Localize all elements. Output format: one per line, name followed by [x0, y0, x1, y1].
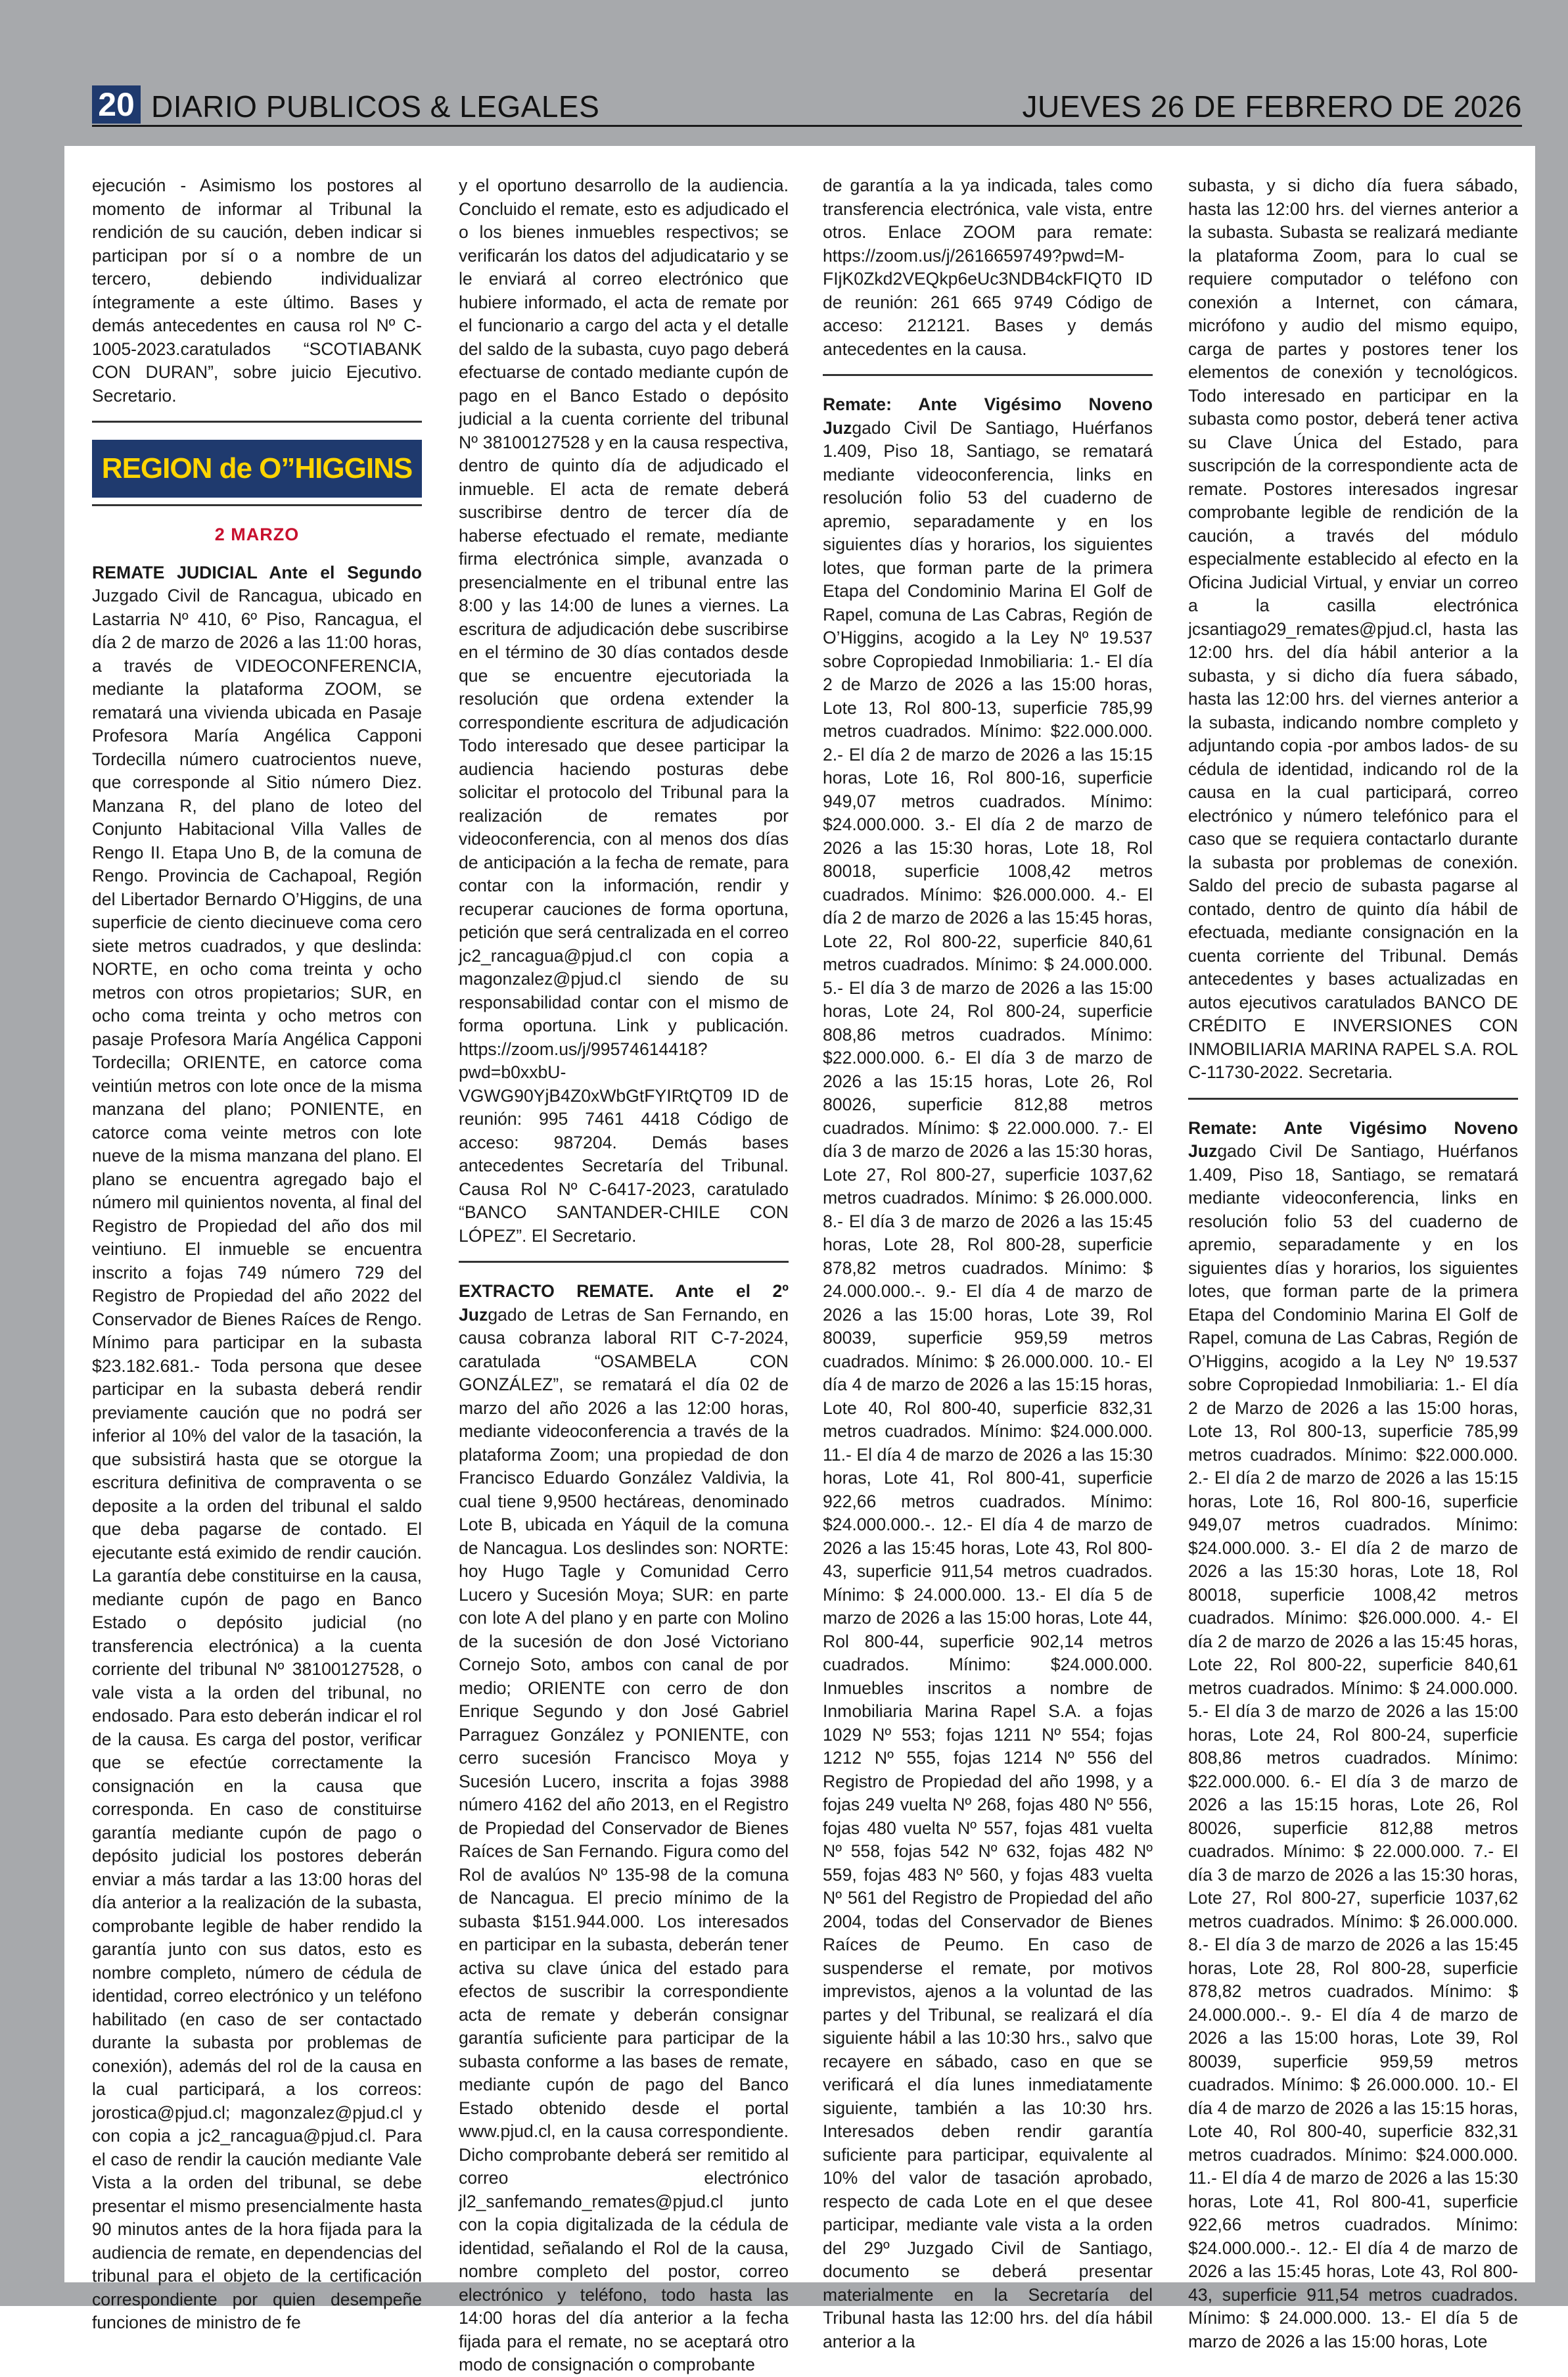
- notice-body: gado de Letras de San Fernando, en causa cobranza laboral RIT C-7-2024, caratulada “OSAMBELA CON GONZÁLEZ”, se rematará el día 02 de marzo del año 2026 a las 12:00 horas, mediante videoconferencia a través de la plataforma Zoom; una propiedad de don Francisco Eduardo González Valdivia, la cual tiene 9,9500 hectáreas, denominado Lote B, ubicada en Yáquil de la comuna de Nancagua. Los deslindes son: NORTE: hoy Hugo Tagle y Comunidad Cerro Lucero y Sucesión Moya; SUR: en parte con lote A del plano y en parte con Molino de la sucesión de don José Victoriano Cornejo Soto, ambos con canal de por medio; ORIENTE con cerro de don Enrique Segundo y don José Gabriel Parraguez González y PONIENTE, con cerro sucesión Francisco Moya y Sucesión Lucero, inscrita a fojas 3988 número 4162 del año 2013, en el Registro de Propiedad del Conservador de Bienes Raíces de San Fernando. Figura como del Rol de avalúos Nº 135-98 de la comuna de Nancagua. El precio mínimo de la subasta $151.944.000. Los interesados en participar en la subasta, deberán tener activa su clave única del estado para efectos de suscribir la correspondiente acta de remate y deberán consignar garantía suficiente para participar de la subasta conforme a las bases de remate, mediante cupón de pago del Banco Estado obtenido desde el portal www.pjud.cl, en la causa correspondiente. Dicho comprobante deberá ser remitido al correo electrónico jl2_sanfemando_remates@pjud.cl junto con la copia digitalizada de la cédula de identidad, señalando el Rol de la causa, nombre completo del postor, correo electrónico y teléfono, todo hasta las 14:00 horas del día anterior a la fecha fijada para el remate, no se aceptará otro modo de consignación o comprobante: [459, 1304, 789, 2374]
- page-margin-right: [1535, 0, 1568, 2306]
- notice-divider: [459, 1261, 789, 1263]
- notice-lead: EXTRACTO REMATE. Ante el 2º Juz: [459, 1281, 789, 1325]
- page-header: [92, 85, 1522, 127]
- publication-title: DIARIO PUBLICOS & LEGALES: [151, 89, 600, 124]
- region-rule: [92, 504, 422, 506]
- notice-remate-29-juzgado: [1188, 1117, 1518, 2354]
- notice-continuation: y el oportuno desarrollo de la audiencia. Concluido el remate, esto es adjudicado el o los bienes inmuebles respectivos; se verificarán los datos del adjudicatario y se le enviará al correo electrónico que hubiere informado, el acta de remate por el funcionario a cargo del acta y el detalle del saldo de la subasta, cuyo pago deberá efectuarse de contado mediante cupón de pago en el Banco Estado o depósito judicial a la cuenta corriente del tribunal Nº 38100127528 y en la causa respectiva, dentro de quinto día de adjudicado el inmueble. El acta de remate deberá suscribirse dentro de tercer día de haberse efectuado el remate, mediante firma electrónica simple, avanzada o presencialmente en el tribunal entre las 8:00 y las 14:00 de lunes a viernes. La escritura de adjudicación debe suscribirse en el término de 30 días contados desde que se encuentre ejecutoriada la resolución que ordena extender la correspondiente escritura de adjudicación Todo interesado que desee participar la audiencia haciendo posturas debe solicitar el protocolo del Tribunal para la realización de remates por videoconferencia, con al menos dos días de anticipación a la fecha de remate, para contar con la información, rendir y recuperar cauciones de forma oportuna, petición que será centralizada en el correo jc2_rancagua@pjud.cl con copia a magonzalez@pjud.cl siendo de su responsabilidad contar con el mismo de forma oportuna. Link y publicación. https://zoom.us/j/99574614418?pwd=b0xxbU-VGWG90YjB4Z0xWbGtFYIRtQT09 ID de reunión: 995 7461 4418 Código de acceso: 987204. Demás bases antecedentes Secretaría del Tribunal. Causa Rol Nº C-6417-2023, caratulado “BANCO SANTANDER-CHILE CON LÓPEZ”. El Secretario.: [459, 176, 789, 1246]
- page-margin-left: [0, 0, 64, 2306]
- notice-remate-29-juzgado: [823, 393, 1153, 2353]
- notice-body: Juzgado Civil de Rancagua, ubicado en Lastarria Nº 410, 6º Piso, Rancagua, el día 2 de marzo de 2026 a las 11:00 horas, a través de VIDEOCONFERENCIA, mediante la plataforma ZOOM, se rematará una vivienda ubicada en Pasaje Profesora María Angélica Capponi Tordecilla número cuatrocientos nueve, que corresponde al Sitio número Diez. Manzana R, del plano de loteo del Conjunto Habitacional Villa Valles de Rengo II. Etapa Uno B, de la comuna de Rengo. Provincia de Cachapoal, Región del Libertador Bernardo O’Higgins, de una superficie de ciento diecinueve coma cero siete metros cuadrados, y que deslinda: NORTE, en ocho coma treinta y ocho metros con otros propietarios; SUR, en ocho coma treinta y ocho metros con pasaje Profesora María Angélica Capponi Tordecilla; ORIENTE, en catorce coma veintiún metros con lote once de la misma manzana del plano; PONIENTE, en catorce coma veinte metros con lote nueve de la misma manzana del plano. El plano se encuentra agregado bajo el número mil quinientos noventa, al final del Registro de Propiedad del año dos mil veintiuno. El inmueble se encuentra inscrito a fojas 749 número 729 del Registro de Propiedad del año 2022 del Conservador de Bienes Raíces de Rengo. Mínimo para participar en la subasta $23.182.681.- Toda persona que desee participar en la subasta deberá rendir previamente caución que no podrá ser inferior al 10% del valor de la tasación, la que subsistirá hasta que se otorgue la escritura definitiva de compraventa o se deposite a la orden del tribunal el saldo que deba pagarse de contado. El ejecutante está eximido de rendir caución. La garantía debe constituirse en la causa, mediante cupón de pago en Banco Estado o depósito judicial (no transferencia electrónica) a la cuenta corriente del tribunal Nº 38100127528, o vale vista a la orden del tribunal, no endosado. Para esto deberán indicar el rol de la causa. Es carga del postor, verificar que se efectúe correctamente la consignación en la causa que corresponda. En caso de constituirse garantía mediante cupón de pago o depósito judicial los postores deberán enviar a más tardar a las 13:00 horas del día anterior a la realización de la subasta, comprobante legible de haber rendido la garantía junto con sus datos, esto es nombre completo, número de cédula de identidad, correo electrónico y un teléfono habilitado (en caso de ser contactado durante la subasta por problemas de conexión), además del rol de la causa en la cual participará, a los correos: jorostica@pjud.cl; magonzalez@pjud.cl y con copia a jc2_rancagua@pjud.cl. Para el caso de rendir la caución mediante Vale Vista a la orden del tribunal, se debe presentar el mismo presencialmente hasta 90 minutos antes de la hora fijada para la audiencia de remate, en dependencias del tribunal para el objeto de la certificación correspondiente por quien desempeñe funciones de ministro de fe: [92, 586, 422, 2332]
- publication-date: JUEVES 26 DE FEBRERO DE 2026: [1022, 89, 1522, 124]
- notice-divider: [1188, 1098, 1518, 1100]
- notice-lead: Remate: Ante Vigésimo Noveno Juz: [1188, 1118, 1518, 1161]
- notice-divider: [92, 421, 422, 423]
- notice-body: gado Civil De Santiago, Huérfanos 1.409, Piso 18, Santiago, se rematará mediante videoconferencia, links en resolución folio 53 del cuaderno de apremio, separadamente y en los siguientes días y horarios, los siguientes lotes, que forman parte de la primera Etapa del Condominio Marina El Golf de Rapel, comuna de Las Cabras, Región de O’Higgins, acogido a la Ley Nº 19.537 sobre Copropiedad Inmobiliaria: 1.- El día 2 de Marzo de 2026 a las 15:00 horas, Lote 13, Rol 800-13, superficie 785,99 metros cuadrados. Mínimo: $22.000.000. 2.- El día 2 de marzo de 2026 a las 15:15 horas, Lote 16, Rol 800-16, superficie 949,07 metros cuadrados. Mínimo: $24.000.000. 3.- El día 2 de marzo de 2026 a las 15:30 horas, Lote 18, Rol 80018, superficie 1008,42 metros cuadrados. Mínimo: $26.000.000. 4.- El día 2 de marzo de 2026 a las 15:45 horas, Lote 22, Rol 800-22, superficie 840,61 metros cuadrados. Mínimo: $ 24.000.000. 5.- El día 3 de marzo de 2026 a las 15:00 horas, Lote 24, Rol 800-24, superficie 808,86 metros cuadrados. Mínimo: $22.000.000. 6.- El día 3 de marzo de 2026 a las 15:15 horas, Lote 26, Rol 80026, superficie 812,88 metros cuadrados. Mínimo: $ 22.000.000. 7.- El día 3 de marzo de 2026 a las 15:30 horas, Lote 27, Rol 800-27, superficie 1037,62 metros cuadrados. Mínimo: $ 26.000.000. 8.- El día 3 de marzo de 2026 a las 15:45 horas, Lote 28, Rol 800-28, superficie 878,82 metros cuadrados. Mínimo: $ 24.000.000.-. 9.- El día 4 de marzo de 2026 a las 15:00 horas, Lote 39, Rol 80039, superficie 959,59 metros cuadrados. Mínimo: $ 26.000.000. 10.- El día 4 de marzo de 2026 a las 15:15 horas, Lote 40, Rol 800-40, superficie 832,31 metros cuadrados. Mínimo: $24.000.000. 11.- El día 4 de marzo de 2026 a las 15:30 horas, Lote 41, Rol 800-41, superficie 922,66 metros cuadrados. Mínimo: $24.000.000.-. 12.- El día 4 de marzo de 2026 a las 15:45 horas, Lote 43, Rol 800-43, superficie 911,54 metros cuadrados. Mínimo: $ 24.000.000. 13.- El día 5 de marzo de 2026 a las 15:00 horas, Lote: [1188, 1141, 1518, 2351]
- notice-continuation: de garantía a la ya indicada, tales como transferencia electrónica, vale vista, entre otros. Enlace ZOOM para remate: https://zoom.us/j/2616659749?pwd=M-FIjK0Zkd2VEQkp6eUc3NDB4ckFIQT0 ID de reunión: 261 665 9749 Código de acceso: 212121. Bases y demás antecedentes en la causa.: [823, 176, 1153, 359]
- column-2: [459, 174, 789, 2374]
- column-1: [92, 174, 422, 2332]
- notice-lead: REMATE JUDICIAL Ante el Segundo: [92, 562, 422, 582]
- region-banner: REGION de O”HIGGINS: [92, 440, 422, 498]
- page-number: 20: [92, 85, 141, 124]
- notice-continuation: ejecución - Asimismo los postores al momento de informar al Tribunal la rendición de su caución, deben indicar si participan por sí o a nombre de un tercero, debiendo individualizar íntegramente a este último. Bases y demás antecedentes en causa rol Nº C-1005-2023.caratulados “SCOTIABANK CON DURAN”, sobre juicio Ejecutivo. Secretario.: [92, 176, 422, 406]
- column-3: [823, 174, 1153, 2351]
- notice-remate-judicial: [92, 561, 422, 2335]
- notice-divider: [823, 374, 1153, 376]
- notice-lead: Remate: Ante Vigésimo Noveno Juz: [823, 394, 1153, 438]
- column-4: [1188, 174, 1518, 2351]
- notice-body: gado Civil De Santiago, Huérfanos 1.409, Piso 18, Santiago, se rematará mediante videoconferencia, links en resolución folio 53 del cuaderno de apremio, separadamente y en los siguientes días y horarios, los siguientes lotes, que forman parte de la primera Etapa del Condominio Marina El Golf de Rapel, comuna de Las Cabras, Región de O’Higgins, acogido a la Ley Nº 19.537 sobre Copropiedad Inmobiliaria: 1.- El día 2 de Marzo de 2026 a las 15:00 horas, Lote 13, Rol 800-13, superficie 785,99 metros cuadrados. Mínimo: $22.000.000. 2.- El día 2 de marzo de 2026 a las 15:15 horas, Lote 16, Rol 800-16, superficie 949,07 metros cuadrados. Mínimo: $24.000.000. 3.- El día 2 de marzo de 2026 a las 15:30 horas, Lote 18, Rol 80018, superficie 1008,42 metros cuadrados. Mínimo: $26.000.000. 4.- El día 2 de marzo de 2026 a las 15:45 horas, Lote 22, Rol 800-22, superficie 840,61 metros cuadrados. Mínimo: $ 24.000.000. 5.- El día 3 de marzo de 2026 a las 15:00 horas, Lote 24, Rol 800-24, superficie 808,86 metros cuadrados. Mínimo: $22.000.000. 6.- El día 3 de marzo de 2026 a las 15:15 horas, Lote 26, Rol 80026, superficie 812,88 metros cuadrados. Mínimo: $ 22.000.000. 7.- El día 3 de marzo de 2026 a las 15:30 horas, Lote 27, Rol 800-27, superficie 1037,62 metros cuadrados. Mínimo: $ 26.000.000. 8.- El día 3 de marzo de 2026 a las 15:45 horas, Lote 28, Rol 800-28, superficie 878,82 metros cuadrados. Mínimo: $ 24.000.000.-. 9.- El día 4 de marzo de 2026 a las 15:00 horas, Lote 39, Rol 80039, superficie 959,59 metros cuadrados. Mínimo: $ 26.000.000. 10.- El día 4 de marzo de 2026 a las 15:15 horas, Lote 40, Rol 800-40, superficie 832,31 metros cuadrados. Mínimo: $24.000.000. 11.- El día 4 de marzo de 2026 a las 15:30 horas, Lote 41, Rol 800-41, superficie 922,66 metros cuadrados. Mínimo: $24.000.000.-. 12.- El día 4 de marzo de 2026 a las 15:45 horas, Lote 43, Rol 800-43, superficie 911,54 metros cuadrados. Mínimo: $ 24.000.000. 13.- El día 5 de marzo de 2026 a las 15:00 horas, Lote 44, Rol 800-44, superficie 902,14 metros cuadrados. Mínimo: $24.000.000. Inmuebles inscritos a nombre de Inmobiliaria Marina Rapel S.A. a fojas 1029 Nº 553; fojas 1211 Nº 554; fojas 1212 Nº 555, fojas 1214 Nº 556 del Registro de Propiedad del año 1998, y a fojas 249 vuelta Nº 268, fojas 480 Nº 556, fojas 480 vuelta Nº 557, fojas 481 vuelta Nº 558, fojas 542 Nº 632, fojas 482 Nº 559, fojas 483 Nº 560, y fojas 483 vuelta Nº 561 del Registro de Propiedad del año 2004, todas del Conservador de Bienes Raíces de Peumo. En caso de suspenderse el remate, por motivos imprevistos, ajenos a la voluntad de las partes y del Tribunal, se realizará el día siguiente hábil a las 10:30 hrs., salvo que recayere en sábado, caso en que se verificará el día lunes inmediatamente siguiente, también a las 10:30 hrs. Interesados deben rendir garantía suficiente para participar, equivalente al 10% del valor de tasación aprobado, respecto de cada Lote en el que desee participar, mediante vale vista a la orden del 29º Juzgado Civil de Santiago, documento se deberá presentar materialmente en la Secretaría del Tribunal hasta las 12:00 hrs. del día hábil anterior a la: [823, 417, 1153, 2351]
- notice-continuation: subasta, y si dicho día fuera sábado, hasta las 12:00 hrs. del viernes anterior a la subasta. Subasta se realizará mediante la plataforma Zoom, para lo cual se requiere computador o teléfono con conexión a Internet, con cámara, micrófono y audio del mismo equipo, carga de partes y postores tener los elementos de conexión y tecnológicos. Todo interesado en participar en la subasta como postor, deberá tener activa su Clave Única del Estado, para suscripción de la correspondiente acta de remate. Postores interesados ingresar comprobante legible de rendición de la caución, a través del módulo especialmente establecido al efecto en la Oficina Judicial Virtual, y enviar un correo a la casilla electrónica jcsantiago29_remates@pjud.cl, hasta las 12:00 hrs. del día hábil anterior a la subasta, y si dicho día fuera sábado, hasta las 12:00 hrs. del viernes anterior a la subasta, indicando nombre completo y adjuntando copia -por ambos lados- de su cédula de identidad, indicando rol de la causa en la cual participará, correo electrónico y número telefónico para el caso que se requiera contactarlo durante la subasta por problemas de conexión. Saldo del precio de subasta pagarse al contado, dentro de quinto día hábil de efectuada, mediante consignación en la cuenta corriente del Tribunal. Demás antecedentes y bases actualizadas en autos ejecutivos caratulados BANCO DE CRÉDITO E INVERSIONES CON INMOBILIARIA MARINA RAPEL S.A. ROL C-11730-2022. Secretaria.: [1188, 176, 1518, 1082]
- notice-extracto-remate: [459, 1280, 789, 2377]
- date-heading: 2 MARZO: [214, 525, 300, 544]
